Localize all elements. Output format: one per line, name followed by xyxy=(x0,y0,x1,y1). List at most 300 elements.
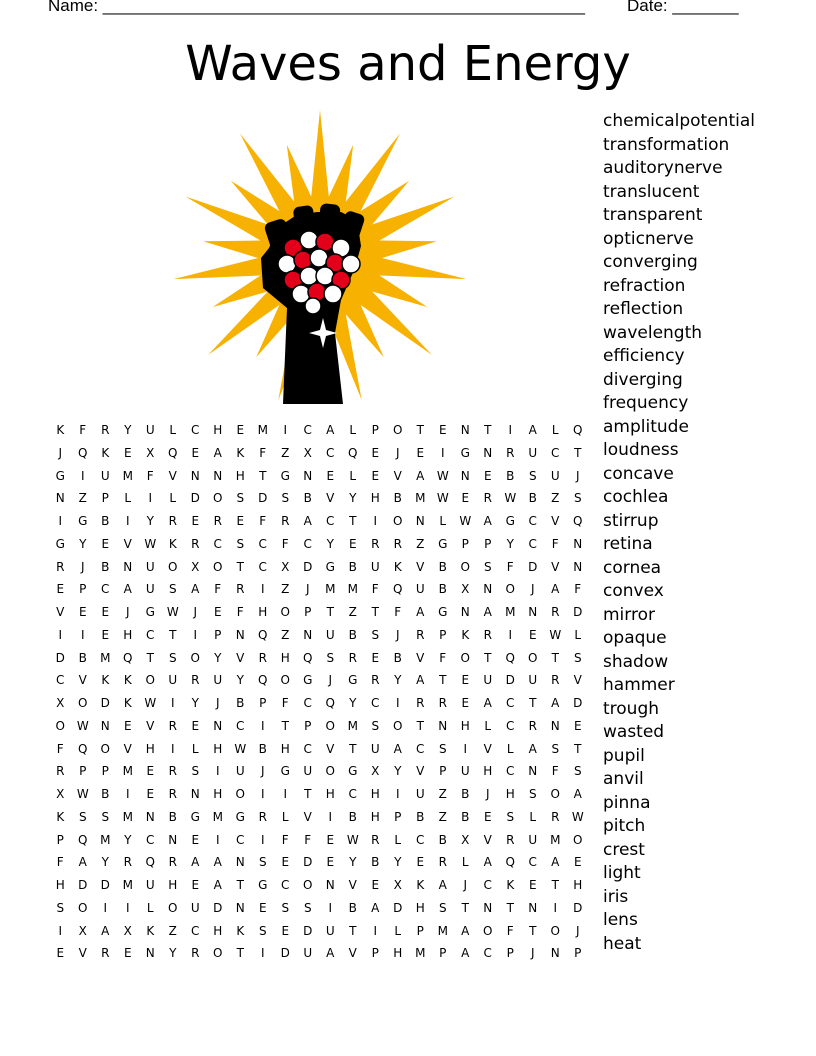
grid-letter: R xyxy=(191,536,200,551)
grid-letter: C xyxy=(258,536,267,551)
grid-letter: U xyxy=(370,559,380,574)
grid-letter: N xyxy=(573,559,583,574)
grid-letter: K xyxy=(146,923,155,938)
grid-letter: V xyxy=(123,741,132,756)
grid-letter: P xyxy=(394,809,402,824)
grid-letter: C xyxy=(506,696,515,710)
grid-letter: L xyxy=(146,900,154,915)
grid-letter: D xyxy=(190,491,200,506)
grid-letter: A xyxy=(326,423,335,437)
grid-row xyxy=(49,465,589,488)
grid-letter: Y xyxy=(214,650,222,665)
grid-letter: Q xyxy=(123,650,133,665)
grid-letter: F xyxy=(56,741,64,756)
grid-letter: V xyxy=(348,946,357,961)
grid-letter: V xyxy=(326,491,335,506)
grid-letter: T xyxy=(236,946,244,961)
grid-letter: N xyxy=(303,627,313,642)
grid-letter: R xyxy=(168,855,177,870)
grid-letter: M xyxy=(122,468,133,483)
grid-letter: C xyxy=(281,878,290,892)
grid-letter: R xyxy=(416,696,425,710)
grid-letter: O xyxy=(325,718,335,733)
word-bank-item: convex xyxy=(603,581,664,601)
grid-letter: H xyxy=(213,741,223,756)
grid-letter: U xyxy=(483,673,493,688)
grid-letter: L xyxy=(439,514,447,528)
grid-letter: S xyxy=(101,809,110,824)
grid-letter: J xyxy=(260,764,265,779)
grid-letter: P xyxy=(439,764,447,779)
grid-letter: C xyxy=(528,855,537,870)
grid-letter: B xyxy=(168,809,177,824)
grid-letter: F xyxy=(259,445,267,460)
grid-letter: H xyxy=(258,605,268,619)
grid-letter: W xyxy=(76,787,89,801)
word-bank-item: anvil xyxy=(603,769,644,789)
grid-row xyxy=(49,942,589,965)
grid-letter: L xyxy=(124,491,132,506)
grid-letter: U xyxy=(168,673,178,688)
grid-letter: O xyxy=(483,923,493,938)
grid-letter: F xyxy=(506,923,514,938)
word-bank-item: wasted xyxy=(603,722,665,742)
grid-letter: B xyxy=(101,787,110,801)
grid-letter: G xyxy=(280,764,290,779)
grid-letter: X xyxy=(191,559,200,574)
grid-letter: V xyxy=(551,514,560,528)
grid-letter: H xyxy=(415,900,425,915)
grid-letter: T xyxy=(146,650,154,665)
word-bank-item: frequency xyxy=(603,393,689,413)
grid-letter: U xyxy=(460,764,470,779)
grid-letter: Y xyxy=(236,673,244,688)
grid-letter: I xyxy=(170,696,175,710)
grid-letter: I xyxy=(440,445,445,460)
grid-letter: B xyxy=(438,832,447,847)
grid-letter: J xyxy=(530,582,535,597)
grid-row xyxy=(49,715,589,738)
grid-letter: C xyxy=(326,514,335,528)
grid-letter: Q xyxy=(348,445,358,460)
grid-letter: I xyxy=(260,832,265,847)
grid-letter: I xyxy=(260,946,265,961)
grid-letter: C xyxy=(146,627,155,642)
grid-letter: V xyxy=(393,468,402,483)
grid-letter: S xyxy=(258,855,267,870)
grid-row xyxy=(49,920,589,943)
grid-letter: W xyxy=(459,514,472,528)
grid-row xyxy=(49,829,589,852)
grid-letter: H xyxy=(213,787,223,801)
grid-letter: H xyxy=(325,787,335,801)
grid-letter: R xyxy=(528,718,537,733)
grid-letter: F xyxy=(214,582,222,597)
grid-letter: L xyxy=(349,468,357,483)
grid-letter: I xyxy=(103,900,108,915)
grid-letter: E xyxy=(573,718,582,733)
grid-letter: C xyxy=(416,741,425,756)
grid-letter: I xyxy=(215,832,220,847)
grid-letter: P xyxy=(439,627,447,642)
grid-letter: H xyxy=(213,923,223,938)
grid-letter: E xyxy=(101,536,110,551)
grid-letter: B xyxy=(461,809,470,824)
grid-letter: B xyxy=(101,559,110,574)
grid-letter: D xyxy=(303,923,313,938)
grid-letter: N xyxy=(528,764,538,779)
grid-letter: L xyxy=(506,741,514,756)
grid-letter: P xyxy=(506,946,514,961)
grid-letter: C xyxy=(416,832,425,847)
grid-letter: L xyxy=(461,855,469,870)
grid-letter: W xyxy=(346,832,359,847)
grid-letter: V xyxy=(348,878,357,892)
grid-letter: D xyxy=(213,900,223,915)
grid-letter: T xyxy=(416,718,424,733)
grid-letter: T xyxy=(484,650,492,665)
grid-letter: N xyxy=(460,423,470,437)
grid-letter: F xyxy=(281,696,289,710)
grid-letter: V xyxy=(573,673,582,688)
grid-letter: E xyxy=(56,582,65,597)
grid-letter: Y xyxy=(349,696,357,710)
grid-letter: C xyxy=(483,946,492,961)
grid-letter: H xyxy=(145,741,155,756)
grid-letter: R xyxy=(371,673,380,688)
word-bank-item: stirrup xyxy=(603,510,659,531)
grid-letter: O xyxy=(393,718,403,733)
grid-letter: T xyxy=(371,605,379,619)
grid-letter: R xyxy=(506,445,515,460)
grid-letter: M xyxy=(437,923,448,938)
grid-letter: C xyxy=(146,832,155,847)
word-bank-item: heat xyxy=(603,933,642,954)
grid-letter: O xyxy=(528,650,538,665)
word-bank-item: chemicalpotential xyxy=(603,111,755,131)
grid-letter: O xyxy=(573,832,583,847)
grid-letter: F xyxy=(551,764,559,779)
grid-letter: M xyxy=(212,809,223,824)
grid-letter: O xyxy=(145,673,155,688)
grid-letter: E xyxy=(371,650,380,665)
grid-letter: K xyxy=(101,673,110,688)
grid-letter: T xyxy=(169,627,177,642)
grid-letter: G xyxy=(145,605,155,619)
grid-letter: T xyxy=(236,559,244,574)
grid-letter: N xyxy=(213,718,223,733)
grid-letter: O xyxy=(235,787,245,801)
grid-letter: T xyxy=(551,650,559,665)
grid-letter: O xyxy=(100,741,110,756)
grid-letter: T xyxy=(349,741,357,756)
grid-letter: H xyxy=(55,878,65,892)
grid-letter: T xyxy=(281,718,289,733)
grid-letter: N xyxy=(235,627,245,642)
grid-letter: H xyxy=(370,787,380,801)
grid-letter: F xyxy=(281,536,289,551)
grid-letter: U xyxy=(145,423,155,437)
grid-letter: L xyxy=(574,627,582,642)
grid-letter: B xyxy=(438,559,447,574)
grid-letter: E xyxy=(236,423,245,437)
grid-letter: Q xyxy=(325,696,335,710)
grid-letter: T xyxy=(349,923,357,938)
grid-letter: V xyxy=(78,673,87,688)
grid-letter: N xyxy=(415,514,425,528)
grid-letter: G xyxy=(438,605,448,619)
grid-letter: I xyxy=(260,582,265,597)
grid-letter: V xyxy=(416,650,425,665)
grid-letter: Z xyxy=(281,445,290,460)
grid-letter: P xyxy=(79,582,87,597)
grid-letter: J xyxy=(395,445,400,460)
grid-letter: N xyxy=(528,900,538,915)
grid-letter: Z xyxy=(551,491,560,506)
grid-letter: F xyxy=(551,536,559,551)
word-bank-item: transformation xyxy=(603,134,730,155)
grid-letter: C xyxy=(236,718,245,733)
grid-letter: A xyxy=(416,673,425,688)
grid-letter: A xyxy=(551,855,560,870)
grid-letter: S xyxy=(78,809,87,824)
grid-letter: P xyxy=(416,923,424,938)
grid-letter: A xyxy=(551,696,560,710)
grid-letter: Z xyxy=(78,491,87,506)
grid-letter: Z xyxy=(281,627,290,642)
word-bank-item: translucent xyxy=(603,181,700,202)
grid-letter: S xyxy=(506,809,515,824)
grid-letter: D xyxy=(280,946,290,961)
grid-letter: F xyxy=(56,855,64,870)
grid-letter: R xyxy=(438,855,447,870)
grid-letter: I xyxy=(80,468,85,483)
name-field-label: Name: ___________________________________________________ xyxy=(48,0,585,15)
grid-letter: V xyxy=(483,741,492,756)
word-bank-item: mirror xyxy=(603,604,655,625)
grid-letter: Y xyxy=(326,536,334,551)
grid-letter: N xyxy=(573,536,583,551)
grid-letter: T xyxy=(439,673,447,688)
grid-letter: W xyxy=(436,468,449,483)
grid-letter: D xyxy=(393,900,403,915)
grid-letter: G xyxy=(55,536,65,551)
grid-letter: N xyxy=(460,605,470,619)
grid-row xyxy=(49,556,589,579)
grid-row xyxy=(49,874,589,897)
grid-row xyxy=(49,578,589,601)
grid-letter: R xyxy=(236,582,245,597)
grid-letter: Q xyxy=(505,650,515,665)
grid-letter: X xyxy=(371,764,380,779)
grid-letter: S xyxy=(371,627,380,642)
grid-letter: A xyxy=(326,946,335,961)
grid-letter: A xyxy=(78,855,87,870)
grid-letter: U xyxy=(145,582,155,597)
grid-letter: R xyxy=(371,832,380,847)
grid-letter: J xyxy=(485,787,490,801)
grid-letter: B xyxy=(78,650,87,665)
grid-letter: X xyxy=(146,445,155,460)
grid-letter: C xyxy=(258,559,267,574)
grid-letter: E xyxy=(416,855,425,870)
grid-letter: O xyxy=(550,923,560,938)
grid-letter: S xyxy=(303,900,312,915)
grid-letter: Z xyxy=(348,605,357,619)
grid-letter: N xyxy=(483,582,493,597)
grid-letter: C xyxy=(213,536,222,551)
grid-letter: G xyxy=(325,559,335,574)
grid-letter: L xyxy=(191,741,199,756)
grid-letter: A xyxy=(213,445,222,460)
grid-letter: Y xyxy=(349,855,357,870)
grid-letter: Q xyxy=(573,514,583,528)
grid-letter: C xyxy=(236,832,245,847)
grid-letter: O xyxy=(325,764,335,779)
grid-row xyxy=(49,851,589,874)
grid-letter: D xyxy=(505,673,515,688)
grid-letter: O xyxy=(168,900,178,915)
grid-letter: D xyxy=(100,878,110,892)
grid-letter: D xyxy=(258,491,268,506)
grid-letter: Q xyxy=(78,445,88,460)
grid-letter: M xyxy=(122,764,133,779)
grid-letter: Y xyxy=(169,946,177,961)
grid-letter: J xyxy=(58,445,63,460)
grid-letter: U xyxy=(190,900,200,915)
grid-letter: H xyxy=(280,741,290,756)
word-bank-item: loudness xyxy=(603,440,679,460)
grid-letter: N xyxy=(100,718,110,733)
grid-letter: Q xyxy=(258,673,268,688)
grid-letter: F xyxy=(371,582,379,597)
grid-letter: C xyxy=(56,673,65,688)
grid-letter: F xyxy=(259,514,267,528)
grid-letter: A xyxy=(483,696,492,710)
grid-letter: K xyxy=(461,627,470,642)
word-bank-item: concave xyxy=(603,463,674,484)
grid-letter: E xyxy=(371,878,380,892)
word-bank-item: iris xyxy=(603,886,629,907)
grid-letter: R xyxy=(168,787,177,801)
grid-letter: P xyxy=(371,946,379,961)
grid-letter: I xyxy=(193,627,198,642)
grid-letter: S xyxy=(573,764,582,779)
grid-letter: P xyxy=(574,946,582,961)
word-search-grid xyxy=(49,419,589,965)
grid-letter: W xyxy=(504,491,517,506)
grid-letter: E xyxy=(191,878,200,892)
grid-letter: P xyxy=(371,423,379,437)
grid-letter: I xyxy=(58,923,63,938)
grid-letter: V xyxy=(416,559,425,574)
grid-letter: K xyxy=(416,878,425,892)
grid-letter: X xyxy=(461,582,470,597)
grid-letter: M xyxy=(122,809,133,824)
grid-letter: E xyxy=(326,855,335,870)
grid-letter: Q xyxy=(505,855,515,870)
grid-letter: L xyxy=(394,923,402,938)
grid-letter: B xyxy=(393,650,402,665)
grid-letter: O xyxy=(78,696,88,710)
grid-letter: G xyxy=(258,878,268,892)
grid-letter: P xyxy=(101,764,109,779)
grid-letter: E xyxy=(461,673,470,688)
grid-letter: M xyxy=(347,718,358,733)
grid-letter: I xyxy=(58,627,63,642)
grid-letter: D xyxy=(573,900,583,915)
grid-letter: J xyxy=(395,627,400,642)
word-bank-list xyxy=(603,110,755,956)
grid-letter: F xyxy=(506,559,514,574)
grid-letter: R xyxy=(483,491,492,506)
grid-letter: I xyxy=(215,764,220,779)
grid-letter: U xyxy=(528,445,538,460)
grid-letter: E xyxy=(371,445,380,460)
grid-letter: E xyxy=(348,536,357,551)
grid-letter: M xyxy=(257,423,268,437)
grid-letter: R xyxy=(101,946,110,961)
grid-letter: G xyxy=(190,809,200,824)
grid-letter: A xyxy=(551,582,560,597)
grid-row xyxy=(49,624,589,647)
grid-letter: B xyxy=(303,491,312,506)
grid-letter: X xyxy=(281,559,290,574)
grid-letter: E xyxy=(191,445,200,460)
grid-letter: A xyxy=(416,468,425,483)
grid-letter: S xyxy=(236,536,245,551)
word-bank-item: pinna xyxy=(603,792,651,813)
grid-letter: E xyxy=(573,855,582,870)
grid-letter: E xyxy=(258,900,267,915)
grid-letter: S xyxy=(528,468,537,483)
grid-letter: O xyxy=(213,946,223,961)
grid-letter: C xyxy=(371,696,380,710)
word-bank-item: opticnerve xyxy=(603,228,694,249)
grid-letter: I xyxy=(148,491,153,506)
grid-letter: E xyxy=(236,514,245,528)
grid-letter: V xyxy=(146,718,155,733)
grid-letter: B xyxy=(461,787,470,801)
word-bank-item: efficiency xyxy=(603,346,685,366)
grid-letter: K xyxy=(56,809,65,824)
page-title: Waves and Energy xyxy=(185,36,631,92)
grid-letter: N xyxy=(190,468,200,483)
grid-row xyxy=(49,442,589,465)
grid-letter: N xyxy=(483,900,493,915)
grid-letter: N xyxy=(550,718,560,733)
grid-letter: F xyxy=(439,650,447,665)
grid-letter: R xyxy=(168,514,177,528)
grid-letter: H xyxy=(280,650,290,665)
grid-letter: Q xyxy=(145,855,155,870)
grid-letter: A xyxy=(573,787,582,801)
grid-letter: I xyxy=(553,900,558,915)
grid-letter: G xyxy=(303,673,313,688)
fist-holding-atom-burst-icon xyxy=(165,108,475,404)
grid-letter: A xyxy=(123,582,132,597)
grid-letter: A xyxy=(101,923,110,938)
grid-letter: R xyxy=(191,946,200,961)
grid-letter: S xyxy=(483,559,492,574)
grid-letter: I xyxy=(395,787,400,801)
grid-letter: K xyxy=(123,696,132,710)
grid-row xyxy=(49,738,589,761)
grid-letter: J xyxy=(80,559,85,574)
grid-letter: E xyxy=(78,605,87,619)
grid-letter: B xyxy=(348,559,357,574)
grid-letter: S xyxy=(573,650,582,665)
